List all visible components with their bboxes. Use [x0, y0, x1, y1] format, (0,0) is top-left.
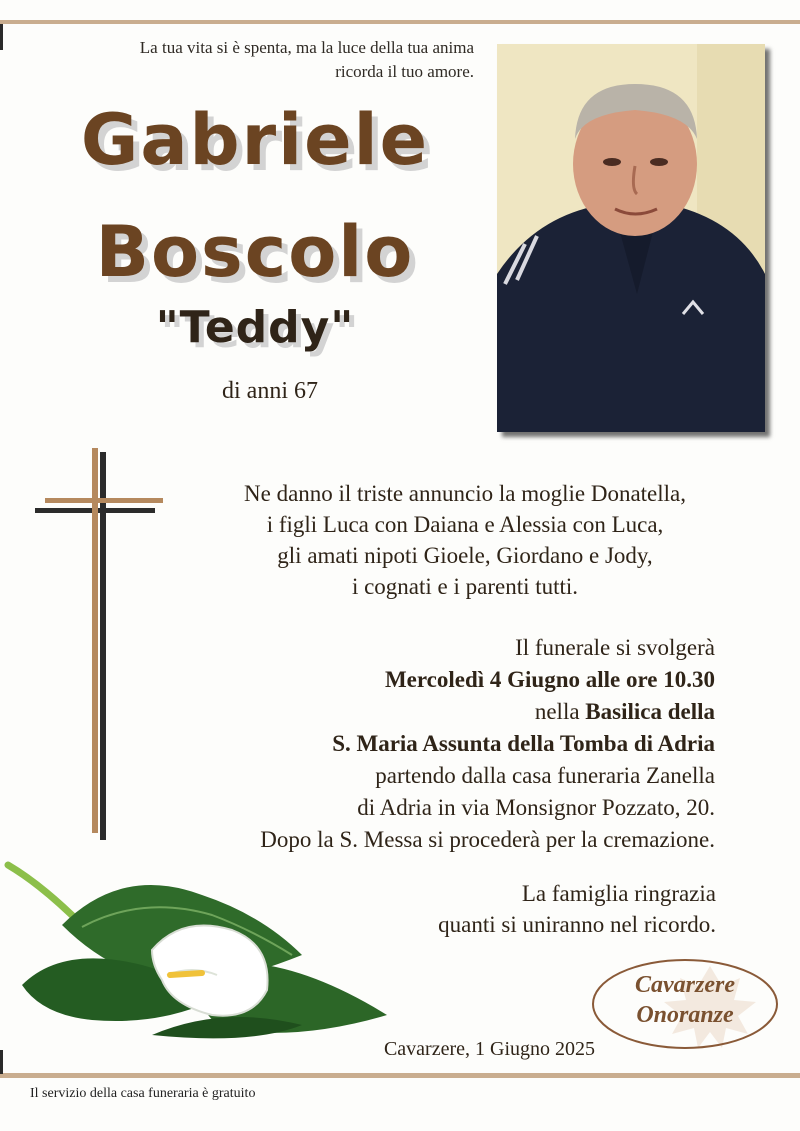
age-text: di anni 67	[222, 378, 318, 404]
nickname: "Teddy"	[155, 302, 355, 353]
funeral-line: Dopo la S. Messa si procederà per la cremazione.	[260, 827, 715, 852]
calla-lily-ornament	[2, 855, 394, 1045]
funeral-church-name: S. Maria Assunta della Tomba di Adria	[332, 731, 715, 756]
thanks-line-2: quanti si uniranno nel ricordo.	[438, 912, 716, 937]
cross-icon	[30, 448, 170, 843]
funeral-line: partendo dalla casa funeraria Zanella	[375, 763, 715, 788]
first-name: Gabriele	[80, 99, 430, 181]
last-name: Boscolo	[95, 211, 415, 293]
funeral-church-part: Basilica della	[585, 699, 715, 724]
announcement-line: i cognati e i parenti tutti.	[351, 574, 579, 599]
bottom-divider	[0, 1073, 800, 1078]
quote-line-2: ricorda il tuo amore.	[335, 62, 474, 81]
quote-line-1: La tua vita si è spenta, ma la luce della tua anima	[139, 38, 474, 57]
left-edge-mark	[0, 1050, 3, 1074]
top-divider	[0, 20, 800, 24]
funeral-details	[150, 632, 715, 856]
memorial-quote	[30, 36, 474, 84]
funeral-line: Il funerale si svolgerà	[515, 635, 715, 660]
thanks-line-1: La famiglia ringrazia	[521, 881, 716, 906]
portrait-photo	[497, 44, 765, 432]
left-edge-mark	[0, 24, 3, 50]
logo-line-1: Cavarzere	[635, 972, 735, 998]
funeral-date-time: Mercoledì 4 Giugno alle ore 10.30	[384, 667, 715, 692]
announcement-line: gli amati nipoti Gioele, Giordano e Jody,	[277, 543, 653, 568]
place-date: Cavarzere, 1 Giugno 2025	[383, 1038, 595, 1060]
announcement-line: i figli Luca con Daiana e Alessia con Luca,	[266, 512, 664, 537]
announcement-text	[170, 478, 760, 602]
funeral-line	[150, 696, 715, 728]
funeral-line-prefix: nella	[534, 699, 586, 724]
funeral-home-logo	[590, 956, 780, 1052]
cross-ornament	[30, 448, 170, 843]
footer-note: Il servizio della casa funeraria è gratuito	[30, 1086, 256, 1101]
portrait-illustration	[497, 44, 765, 432]
logo-line-2: Onoranze	[636, 1002, 734, 1028]
announcement-line: Ne danno il triste annuncio la moglie Donatella,	[244, 481, 686, 506]
funeral-line: di Adria in via Monsignor Pozzato, 20.	[357, 795, 715, 820]
calla-lily-icon	[2, 855, 394, 1045]
